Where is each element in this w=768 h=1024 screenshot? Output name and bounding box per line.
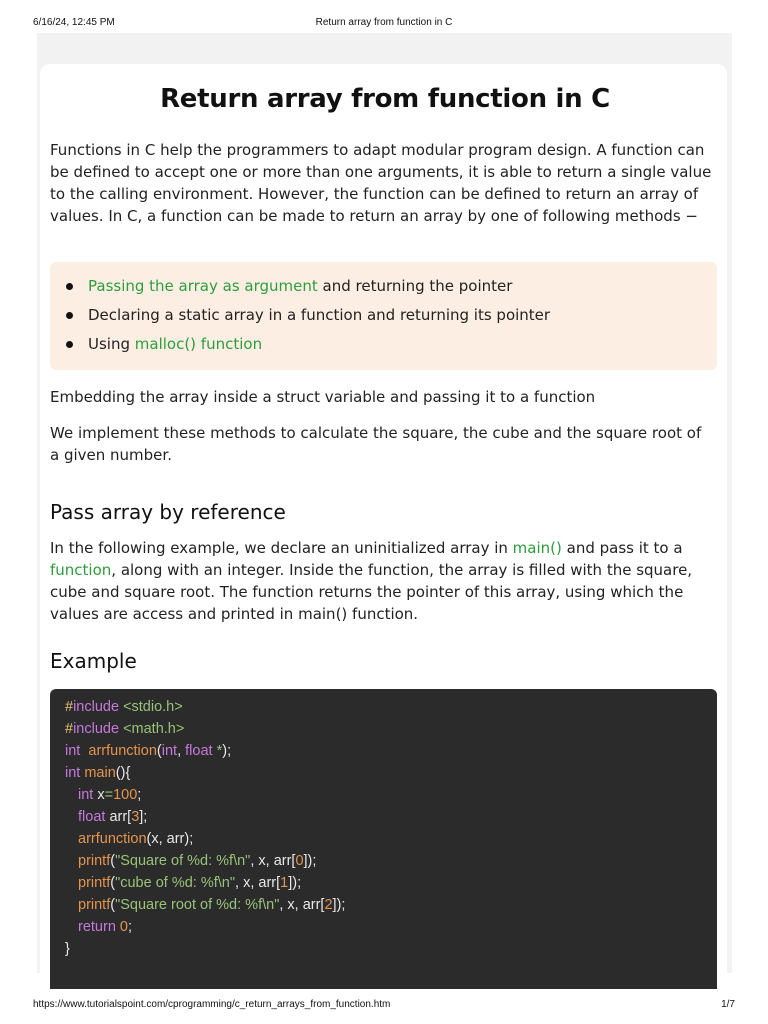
page-title: Return array from function in C (160, 84, 610, 114)
list-item: Using malloc() function (66, 333, 550, 362)
section-heading-example: Example (50, 649, 137, 673)
code-line: return 0; (78, 919, 133, 935)
methods-callout (50, 262, 717, 370)
intro-paragraph: Functions in C help the programmers to adapt modular program design. A function can be defined to accept one or more than one arguments, it is able to return a single value to the calling environment. However, the function can be defined to return an array of values. In C, a function can be made to return an array by one of following methods − (50, 141, 712, 225)
list-item: Passing the array as argument and returning the pointer (66, 275, 550, 304)
main-link[interactable]: main() (512, 539, 562, 557)
print-date: 6/16/24, 12:45 PM (33, 17, 115, 28)
page-number: 1/7 (721, 999, 735, 1010)
print-footer (0, 994, 768, 1024)
code-line: int x=100; (78, 787, 142, 803)
list-item: Declaring a static array in a function and returning its pointer (66, 304, 550, 333)
implement-paragraph: We implement these methods to calculate the square, the cube and the square root of a given number. (50, 424, 702, 464)
code-line: arrfunction(x, arr); (78, 831, 194, 847)
embedding-paragraph: Embedding the array inside a struct variable and passing it to a function (50, 388, 596, 406)
function-link[interactable]: function (50, 561, 112, 579)
print-title: Return array from function in C (315, 17, 453, 28)
code-line: float arr[3]; (78, 809, 148, 825)
print-url: https://www.tutorialspoint.com/cprogramming/c_return_arrays_from_function.htm (33, 999, 391, 1010)
print-header (0, 0, 768, 32)
methods-list (66, 275, 550, 362)
code-line: printf("Square root of %d: %f\n", x, arr[2]); (78, 897, 346, 913)
code-line: int main(){ (65, 765, 131, 781)
code-line: #include <math.h> (65, 721, 185, 737)
code-block[interactable] (50, 689, 717, 989)
passing-array-link[interactable]: Passing the array as argument (88, 277, 318, 295)
code-line: printf("cube of %d: %f\n", x, arr[1]); (78, 875, 302, 891)
code-line: #include <stdio.h> (65, 699, 183, 715)
malloc-function-link[interactable]: malloc() function (134, 335, 263, 353)
section-heading-pass-array: Pass array by reference (50, 500, 286, 524)
code-line: } (65, 941, 70, 957)
code-line: printf("Square of %d: %f\n", x, arr[0]); (78, 853, 317, 869)
code-line: int arrfunction(int, float *); (65, 743, 232, 759)
pass-description-paragraph: In the following example, we declare an uninitialized array in main() and pass it to a function, along with an integer. Inside the function, the array is filled with the square, cube and square root. The function returns the pointer of this array, using which the values are access and printed in main() function. (50, 539, 693, 623)
